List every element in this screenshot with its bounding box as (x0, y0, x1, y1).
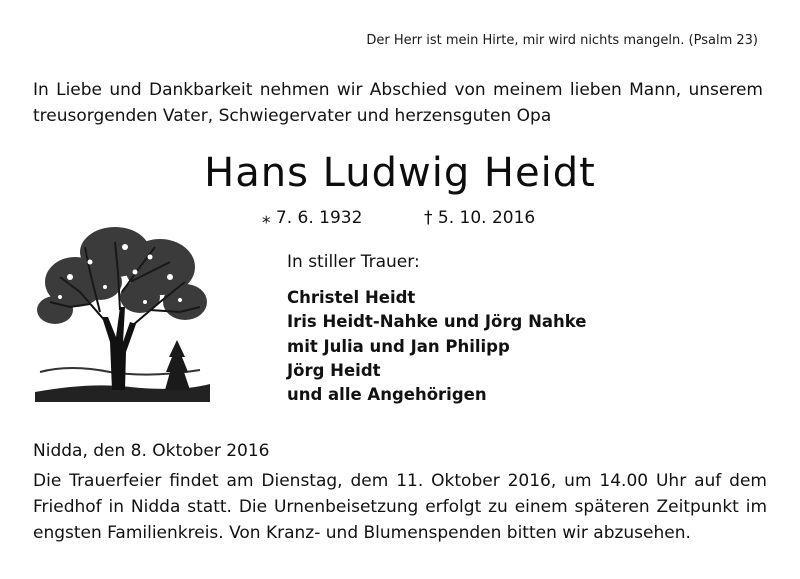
mourner-name: mit Julia und Jan Philipp (287, 336, 510, 356)
psalm-quote: Der Herr ist mein Hirte, mir wird nichts mangeln. (Psalm 23) (366, 33, 758, 48)
intro-text: In Liebe und Dankbarkeit nehmen wir Abschied von meinem lieben Mann, unserem treusorgenden Vater, Schwiegervater und herzensguten Opa (33, 80, 763, 126)
mourner-name: und alle Angehörigen (287, 385, 487, 405)
death-date: † 5. 10. 2016 (424, 208, 536, 228)
birth-date: ⁎ 7. 6. 1932 (262, 208, 363, 228)
mourning-heading: In stiller Trauer: (287, 252, 420, 272)
mourner-name: Iris Heidt-Nahke und Jörg Nahke (287, 312, 587, 332)
service-details: Die Trauerfeier findet am Dienstag, dem 11. Oktober 2016, um 14.00 Uhr auf dem Friedhof in Nidda statt. Die Urnenbeisetzung erfolgt zu einem späteren Zeitpunkt im engsten Familienkreis. Von Kranz- und Blumenspenden bitten wir abzusehen. (33, 471, 767, 543)
mourners-list (287, 286, 586, 407)
place-and-date: Nidda, den 8. Oktober 2016 (33, 441, 270, 461)
mourner-name: Christel Heidt (287, 288, 416, 307)
mourner-name: Jörg Heidt (287, 360, 381, 380)
deceased-name: Hans Ludwig Heidt (204, 150, 596, 196)
tree-illustration (30, 222, 215, 402)
